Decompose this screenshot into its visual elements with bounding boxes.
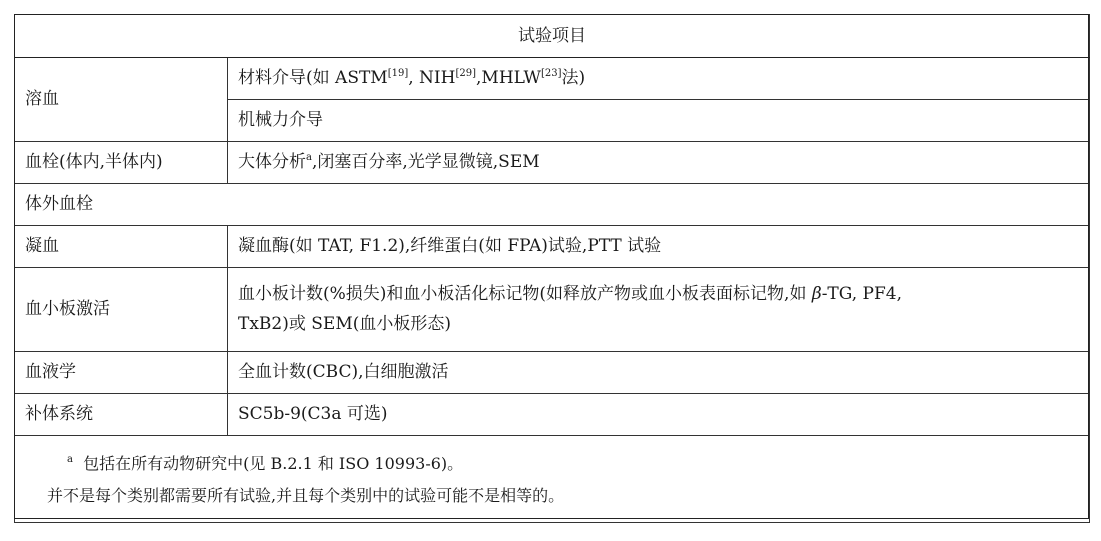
platelet-line-2: TxB2)或 SEM(血小板形态) — [238, 313, 451, 334]
table-row — [15, 184, 1090, 226]
table-row — [15, 226, 1090, 268]
row-label-platelet — [15, 268, 228, 352]
platelet-text-a: 血小板计数(%损失)和血小板活化标记物(如释放产物或血小板表面标记物,如 — [238, 283, 812, 304]
general-note: 并不是每个类别都需要所有试验,并且每个类别中的试验可能不是相等的。 — [47, 486, 565, 505]
table-header-row — [15, 15, 1090, 58]
cell-coagulation — [228, 226, 1090, 268]
row-label-in-vitro — [15, 184, 1090, 226]
table-notes-row — [15, 436, 1090, 523]
material-mid2: ,MHLW — [476, 68, 541, 89]
row-label-text: 血液学 — [25, 362, 76, 383]
row-label-coagulation — [15, 226, 228, 268]
ref-23: [23] — [540, 68, 562, 80]
table-header — [15, 15, 1090, 58]
material-mid1: , NIH — [408, 68, 456, 89]
cell-complement — [228, 394, 1090, 436]
thrombosis-value-1: 大体分析 — [238, 152, 306, 173]
table-header-text: 试验项目 — [518, 25, 586, 46]
table-row — [15, 394, 1090, 436]
table-row — [15, 58, 1090, 100]
ref-29: [29] — [455, 68, 477, 80]
mechanical-text: 机械力介导 — [238, 110, 323, 131]
coagulation-value: 凝血酶(如 TAT, F1.2),纤维蛋白(如 FPA)试验,PTT 试验 — [238, 236, 662, 257]
ref-19: [19] — [387, 68, 409, 80]
platelet-line-1 — [238, 280, 1089, 310]
thrombosis-value-2: ,闭塞百分率,光学显微镜,SEM — [311, 152, 540, 173]
hematology-value: 全血计数(CBC),白细胞激活 — [238, 362, 449, 383]
row-label-text: 体外血栓 — [25, 194, 93, 215]
cell-material-mediated — [228, 58, 1090, 100]
footnote-a — [67, 448, 1089, 480]
footnote-marker: a — [67, 454, 73, 465]
row-label-complement — [15, 394, 228, 436]
table-notes — [15, 436, 1090, 523]
table-row — [15, 352, 1090, 394]
row-label-hemolysis — [15, 58, 228, 142]
cell-thrombosis — [228, 142, 1090, 184]
test-items-table — [14, 14, 1090, 523]
material-suffix: 法) — [561, 68, 586, 89]
cell-platelet — [228, 268, 1090, 352]
row-label-text: 溶血 — [25, 89, 59, 110]
row-label-hematology — [15, 352, 228, 394]
row-label-text: 血栓(体内,半体内) — [25, 152, 163, 173]
row-label-thrombosis — [15, 142, 228, 184]
cell-mechanical-mediated — [228, 100, 1090, 142]
cell-hematology — [228, 352, 1090, 394]
table-row — [15, 142, 1090, 184]
complement-value: SC5b-9(C3a 可选) — [238, 404, 388, 425]
table-row — [15, 268, 1090, 352]
row-label-text: 凝血 — [25, 236, 59, 257]
row-label-text: 补体系统 — [25, 404, 93, 425]
beta-symbol: β — [811, 283, 822, 304]
footnote-text: 包括在所有动物研究中(见 B.2.1 和 ISO 10993-6)。 — [83, 454, 464, 473]
row-label-text: 血小板激活 — [25, 299, 110, 320]
footnote-marker: a — [306, 152, 312, 164]
platelet-text-b: -TG, PF4, — [821, 283, 903, 304]
material-prefix: 材料介导(如 ASTM — [238, 68, 388, 89]
